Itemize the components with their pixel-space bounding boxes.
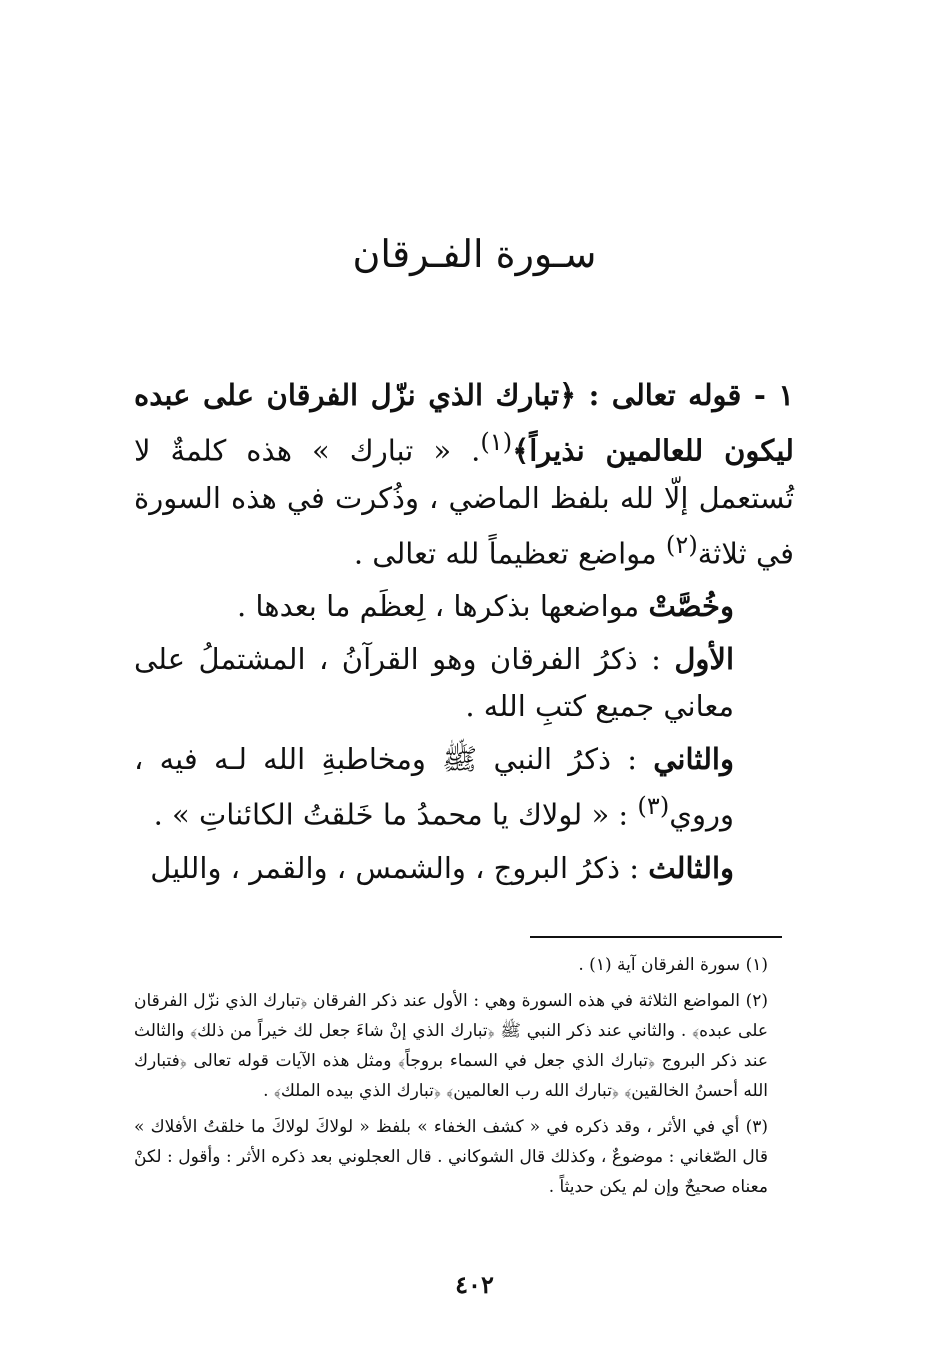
footnote-ref-1: (١) <box>480 428 513 456</box>
verse-intro: ١ - قوله تعالى : <box>576 378 794 412</box>
page-number: ٤٠٢ <box>455 1270 494 1299</box>
paragraph-2 <box>134 583 794 630</box>
footnotes <box>134 950 794 1208</box>
quran-verse: ﴿تبارك الذي نزّل الفرقان على عبده ليكون للعالمين نذيراً﴾ <box>134 378 794 468</box>
main-text <box>134 372 794 898</box>
paragraph-1-text: . « تبارك » هذه كلمةٌ لا تُستعمل إلّا لله بلفظ الماضي ، وذُكرت في هذه السورة في ثلاثة <box>134 433 794 571</box>
footnote-2: (٢) المواضع الثلاثة في هذه السورة وهي : الأول عند ذكر الفرقان ﴿تبارك الذي نزّل الفرقان على عبده﴾ . والثاني عند ذكر النبي ﷺ ﴿تبارك الذي إنْ شاءَ جعل لك خيراً من ذلك﴾ والثالث عند ذكر البروج ﴿تبارك الذي جعل في السماء بروجاً﴾ ومثل هذه الآيات قوله تعالى ﴿فتبارك الله أحسنُ الخالقين﴾ ﴿تبارك الله رب العالمين﴾ ﴿تبارك الذي بيده الملك﴾ . <box>134 991 768 1101</box>
paragraph-1 <box>134 372 794 577</box>
paragraph-4-end: : « لولاك يا محمدُ ما خَلقتُ الكائناتِ » . <box>153 797 638 832</box>
paragraph-5-text: : ذكرُ البروج ، والشمس ، والقمر ، والليل <box>150 850 649 885</box>
paragraph-3-lead: الأول <box>674 642 734 677</box>
paragraph-2-lead: وخُصَّتْ <box>648 589 734 624</box>
paragraph-4 <box>134 736 794 839</box>
surah-title: سـورة الفـرقان <box>352 232 597 276</box>
footnote-1: (١) سورة الفرقان آية (١) . <box>578 955 768 975</box>
footnote-divider <box>530 936 782 938</box>
footnote-ref-2: (٢) <box>665 530 698 559</box>
paragraph-4-lead: والثاني <box>653 742 734 777</box>
paragraph-5 <box>134 845 794 892</box>
paragraph-5-lead: والثالث <box>648 850 734 885</box>
paragraph-3 <box>134 636 794 730</box>
paragraph-4-text: : ذكرُ النبي ﷺ ومخاطبةِ الله لـه فيه ، وروي <box>134 742 734 832</box>
paragraph-1-end: مواضع تعظيماً لله تعالى . <box>353 536 666 571</box>
paragraph-2-text: مواضعها بذكرها ، لِعظَم ما بعدها . <box>237 589 649 624</box>
paragraph-3-text: : ذكرُ الفرقان وهو القرآنُ ، المشتملُ على معاني جميع كتبِ الله . <box>134 642 734 724</box>
footnote-ref-3: (٣) <box>637 792 670 821</box>
footnote-3: (٣) أي في الأثر ، وقد ذكره في « كشف الخفاء » بلفظ « لولاكَ لولاكَ ما خلقتُ الأفلاك » قال الصّغاني : موضوعٌ ، وكذلك قال الشوكاني . قال العجلوني بعد ذكره الأثر : وأقول : لكنْ معناه صحيحٌ وإن لم يكن حديثاً . <box>134 1117 768 1197</box>
